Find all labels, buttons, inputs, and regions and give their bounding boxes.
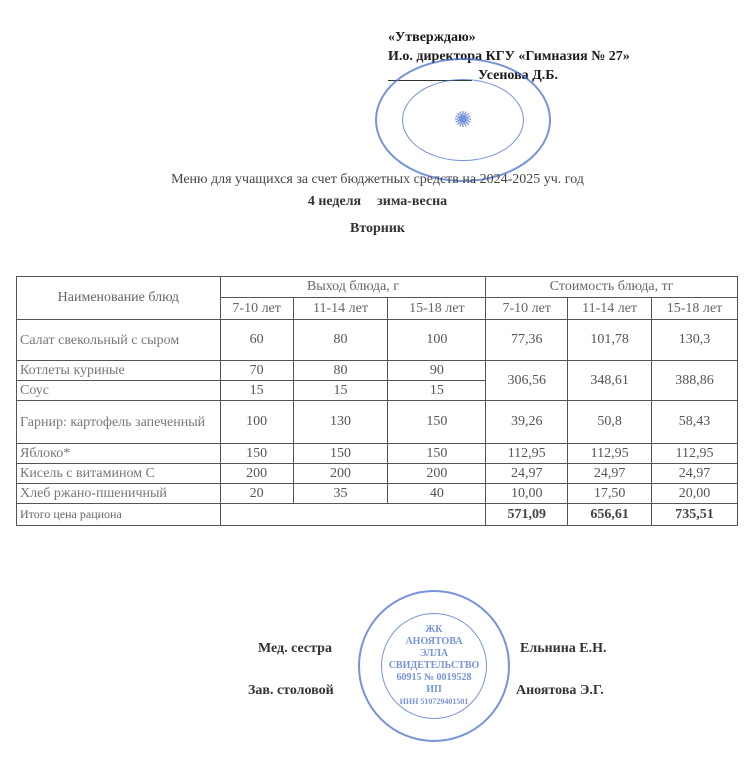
- output-cell: 200: [293, 464, 388, 484]
- header-row: [17, 277, 738, 298]
- cost-cell: 101,78: [568, 320, 652, 361]
- output-cell: 15: [220, 381, 293, 401]
- stamp-line: ИП: [426, 684, 442, 695]
- total-label: Итого цена рациона: [17, 504, 221, 526]
- output-cell: 35: [293, 484, 388, 504]
- cost-cell: 20,00: [652, 484, 738, 504]
- approval-position: И.о. директора КГУ «Гимназия № 27»: [388, 49, 630, 64]
- table-row: [17, 320, 738, 361]
- cost-cell: 24,97: [568, 464, 652, 484]
- output-cell: 150: [388, 401, 486, 444]
- approval-heading: «Утверждаю»: [388, 30, 476, 45]
- output-cell: 70: [220, 361, 293, 381]
- stamp-line: АНОЯТОВА: [405, 636, 463, 647]
- cost-cell: 24,97: [652, 464, 738, 484]
- nurse-name: Ельнина Е.Н.: [520, 641, 607, 656]
- table-row: [17, 484, 738, 504]
- output-cell: 90: [388, 361, 486, 381]
- age-cell: 15-18 лет: [652, 298, 738, 320]
- approval-name: Усенова Д.Б.: [478, 68, 559, 83]
- cost-cell: 39,26: [486, 401, 568, 444]
- output-cell: 80: [293, 320, 388, 361]
- total-empty: [220, 504, 486, 526]
- output-cell: 40: [388, 484, 486, 504]
- output-cell: 130: [293, 401, 388, 444]
- stamp-line: 60915 № 0019528: [396, 672, 472, 683]
- age-cell: 11-14 лет: [568, 298, 652, 320]
- table-row: [17, 361, 738, 381]
- day-label: Вторник: [349, 221, 405, 236]
- cost-cell: 306,56: [486, 361, 568, 401]
- stamp-inner: [381, 613, 487, 719]
- age-cell: 7-10 лет: [486, 298, 568, 320]
- dish-name: Соус: [17, 381, 221, 401]
- menu-subtitle: [0, 194, 755, 210]
- dish-name: Котлеты куриные: [17, 361, 221, 381]
- header-cost: Стоимость блюда, тг: [486, 277, 738, 298]
- output-cell: 20: [220, 484, 293, 504]
- age-cell: 15-18 лет: [388, 298, 486, 320]
- cost-cell: 10,00: [486, 484, 568, 504]
- age-cell: 11-14 лет: [293, 298, 388, 320]
- output-cell: 150: [388, 444, 486, 464]
- stamp-line: ИИН 510729401501: [399, 697, 469, 706]
- cost-cell: 112,95: [652, 444, 738, 464]
- stamp-line: ЖК: [425, 624, 443, 635]
- menu-title: Меню для учащихся за счет бюджетных средств на 2024-2025 уч. год: [171, 172, 584, 187]
- stamp-line: СВИДЕТЕЛЬСТВО: [388, 660, 480, 671]
- dish-name: Кисель с витамином С: [17, 464, 221, 484]
- cost-cell: 24,97: [486, 464, 568, 484]
- cost-cell: 130,3: [652, 320, 738, 361]
- canteen-head-name: Аноятова Э.Г.: [516, 683, 604, 698]
- output-cell: 200: [220, 464, 293, 484]
- cost-cell: 112,95: [486, 444, 568, 464]
- dish-name: Хлеб ржано-пшеничный: [17, 484, 221, 504]
- header-output: Выход блюда, г: [220, 277, 486, 298]
- output-cell: 15: [293, 381, 388, 401]
- output-cell: 100: [220, 401, 293, 444]
- nurse-label: Мед. сестра: [258, 641, 332, 656]
- output-cell: 150: [293, 444, 388, 464]
- output-cell: 200: [388, 464, 486, 484]
- entrepreneur-stamp: [358, 590, 510, 742]
- output-cell: 100: [388, 320, 486, 361]
- season-label: зима-весна: [377, 194, 448, 209]
- header-name: Наименование блюд: [17, 277, 221, 320]
- age-cell: 7-10 лет: [220, 298, 293, 320]
- dish-name: Яблоко*: [17, 444, 221, 464]
- cost-cell: 388,86: [652, 361, 738, 401]
- cost-cell: 50,8: [568, 401, 652, 444]
- dish-name: Гарнир: картофель запеченный: [17, 401, 221, 444]
- total-cost: 571,09: [486, 504, 568, 526]
- total-row: [17, 504, 738, 526]
- output-cell: 150: [220, 444, 293, 464]
- cost-cell: 58,43: [652, 401, 738, 444]
- cost-cell: 77,36: [486, 320, 568, 361]
- output-cell: 15: [388, 381, 486, 401]
- emblem-stamp: [375, 58, 551, 182]
- output-cell: 60: [220, 320, 293, 361]
- emblem-icon: ✺: [402, 79, 524, 161]
- week-label: 4 неделя: [307, 194, 362, 209]
- stamp-line: ЭЛЛА: [419, 648, 449, 659]
- cost-cell: 17,50: [568, 484, 652, 504]
- dish-name: Салат свекольный с сыром: [17, 320, 221, 361]
- cost-cell: 348,61: [568, 361, 652, 401]
- table-row: [17, 464, 738, 484]
- total-cost: 735,51: [652, 504, 738, 526]
- table-row: [17, 444, 738, 464]
- cost-cell: 112,95: [568, 444, 652, 464]
- canteen-head-label: Зав. столовой: [248, 683, 334, 698]
- output-cell: 80: [293, 361, 388, 381]
- total-cost: 656,61: [568, 504, 652, 526]
- menu-table: [16, 276, 738, 526]
- table-row: [17, 401, 738, 444]
